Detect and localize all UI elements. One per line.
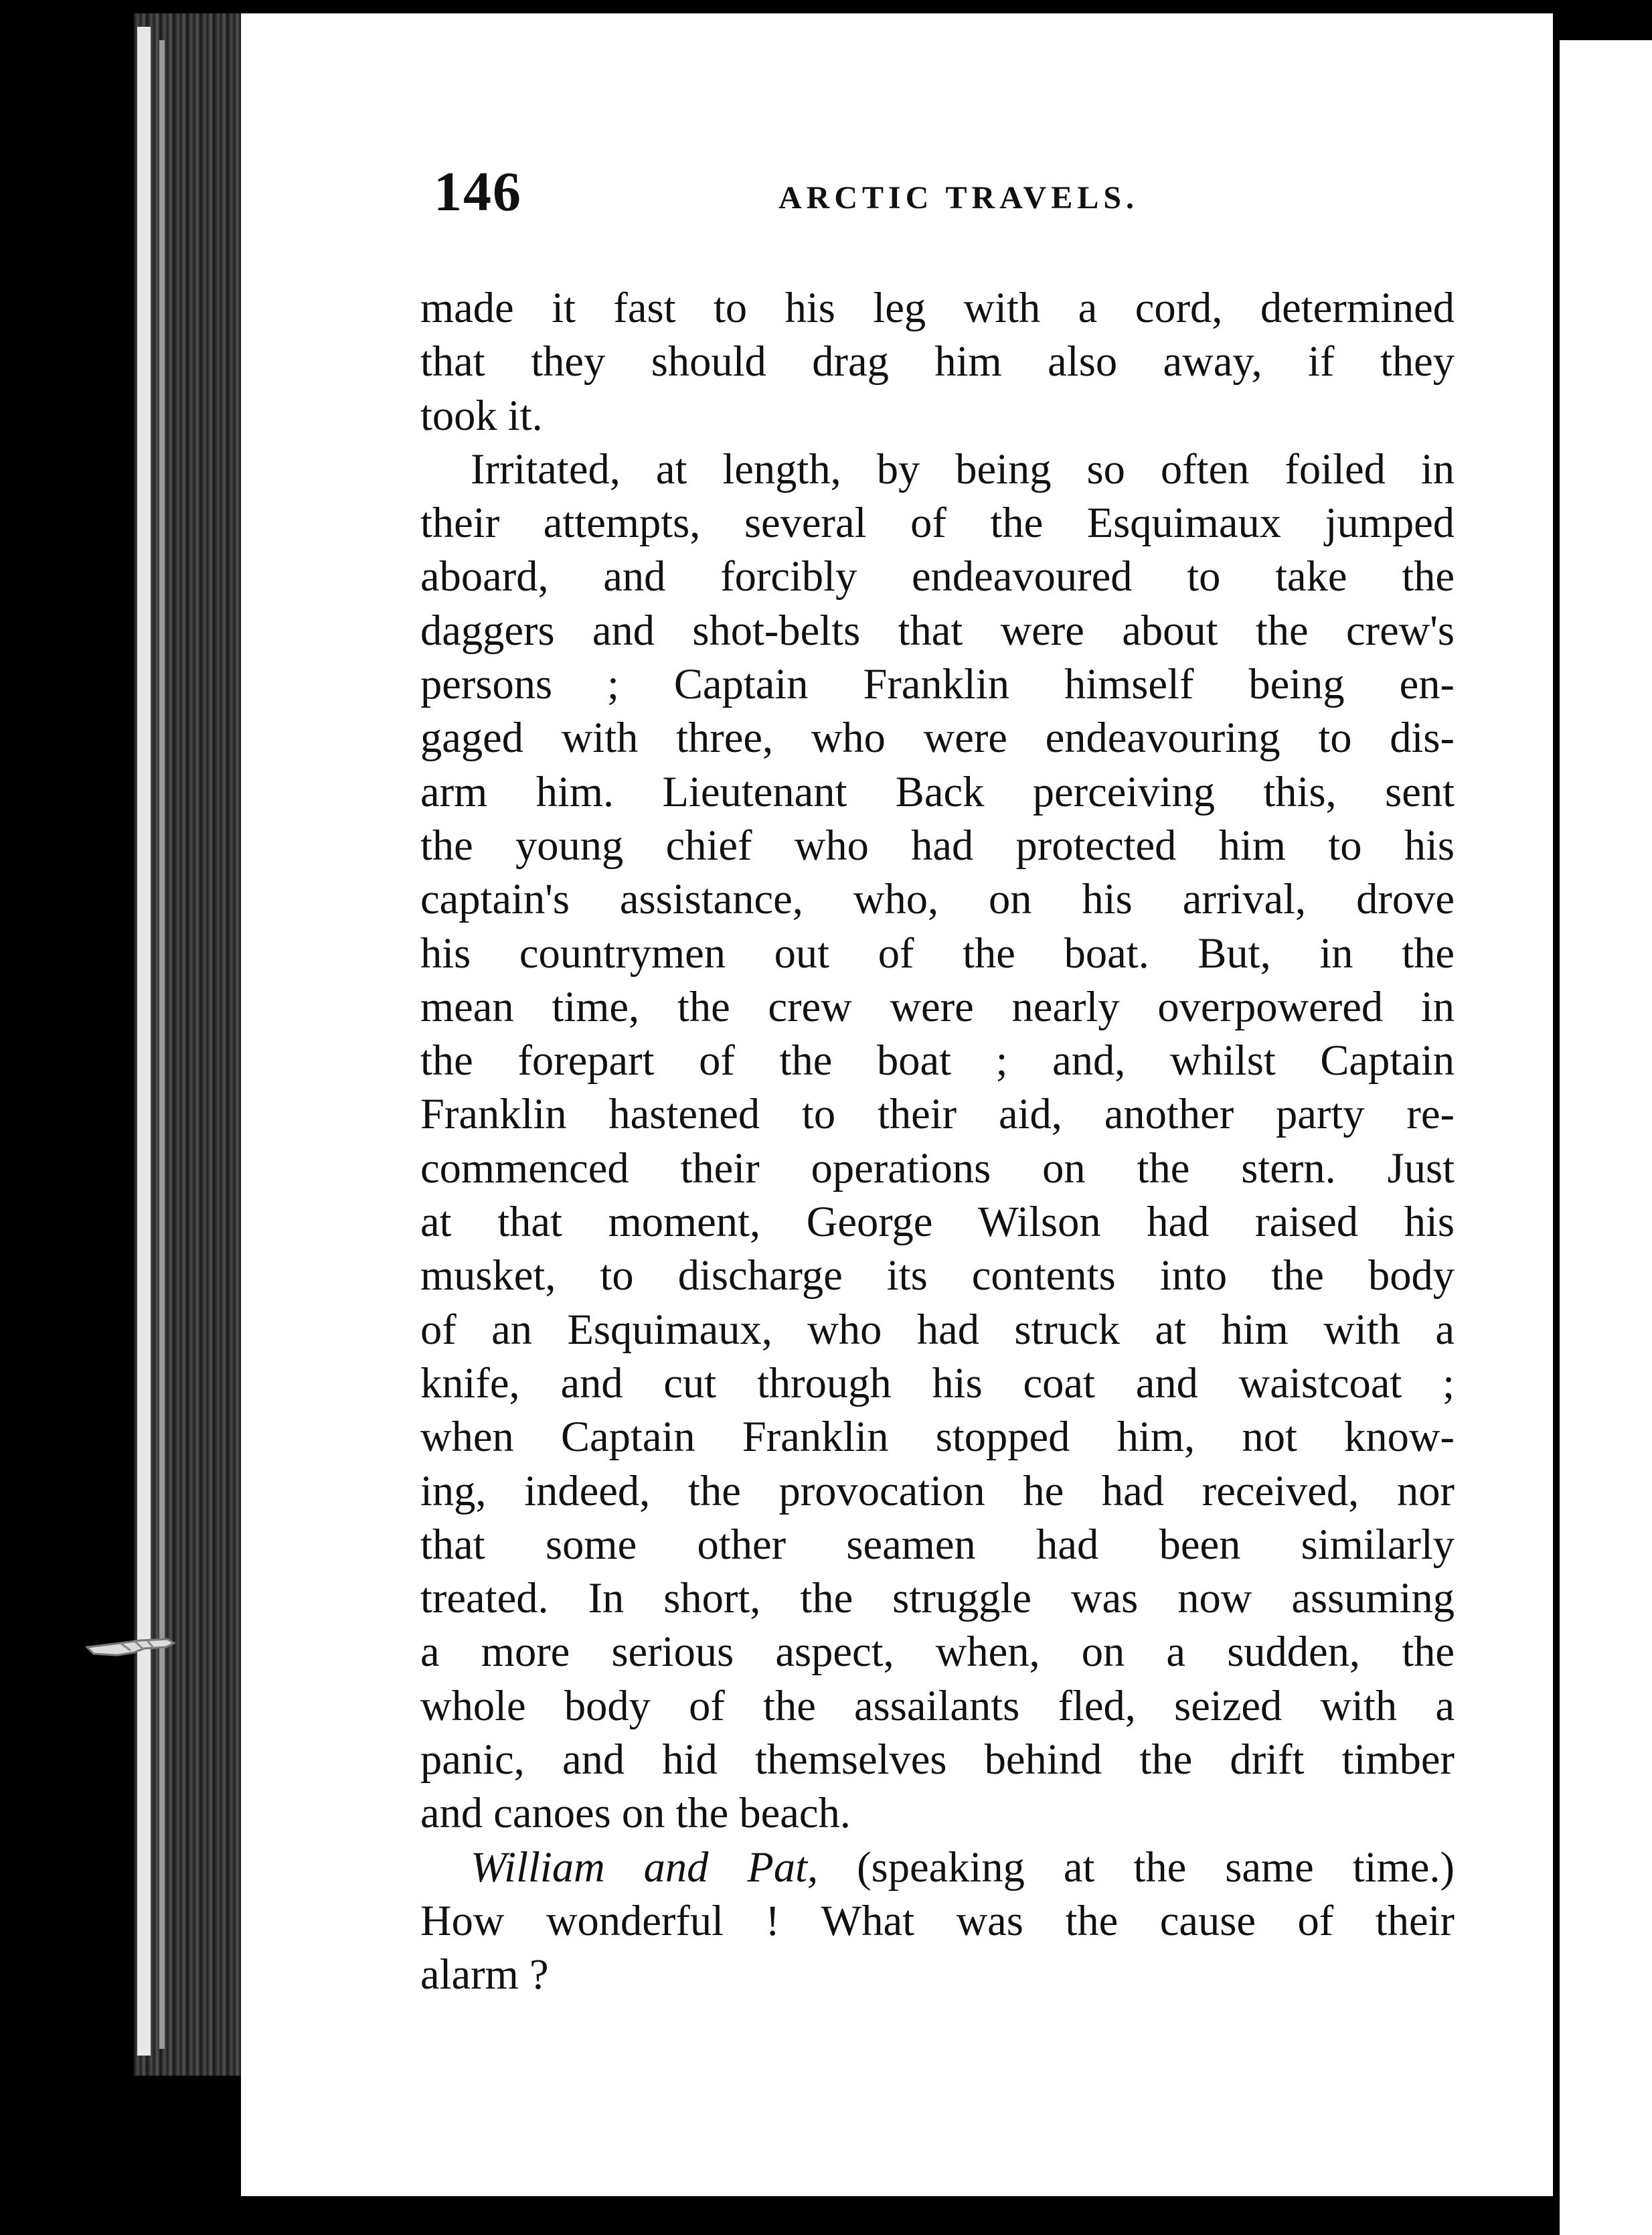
text-line: treated. In short, the struggle was now assuming: [420, 1574, 1455, 1622]
text-line: when Captain Franklin stopped him, not know-: [420, 1413, 1455, 1461]
text-line: arm him. Lieutenant Back perceiving this, sent: [420, 767, 1455, 816]
speaker-names: William and Pat,: [471, 1843, 819, 1891]
text-line: a more serious aspect, when, on a sudden, the: [420, 1628, 1455, 1676]
text-line: and canoes on the beach.: [420, 1789, 851, 1837]
running-title: ARCTIC TRAVELS.: [778, 180, 1139, 216]
text-line: gaged with three, who were endeavouring to dis-: [420, 714, 1455, 762]
text-line: mean time, the crew were nearly overpowered in: [420, 982, 1455, 1030]
text-line: panic, and hid themselves behind the drift timber: [420, 1736, 1455, 1784]
text-line: ing, indeed, the provocation he had received, nor: [420, 1466, 1455, 1515]
text-line: aboard, and forcibly endeavoured to take the: [420, 552, 1455, 601]
text-line: Irritated, at length, by being so often foiled in: [471, 445, 1455, 493]
text-line: daggers and shot-belts that were about the crew's: [420, 606, 1455, 654]
book-gutter: [0, 0, 134, 2235]
text-line: that they should drag him also away, if they: [420, 337, 1455, 386]
text-line: at that moment, George Wilson had raised his: [420, 1198, 1455, 1246]
text-line: took it.: [420, 391, 543, 439]
speaker-direction: (speaking at the same time.): [818, 1843, 1455, 1891]
dialogue-line: [420, 1841, 1455, 1894]
text-line: the young chief who had protected him to his: [420, 821, 1455, 869]
page-edge-highlight: [137, 27, 151, 2056]
text-line: made it fast to his leg with a cord, determined: [420, 284, 1455, 331]
text-line: Franklin hastened to their aid, another party re-: [420, 1090, 1455, 1138]
text-line: that some other seamen had been similarly: [420, 1520, 1455, 1568]
text-line: How wonderful ! What was the cause of their: [420, 1896, 1455, 1944]
text-line: of an Esquimaux, who had struck at him with a: [420, 1305, 1455, 1353]
facing-page: [1560, 40, 1652, 2235]
text-line: persons ; Captain Franklin himself being en-: [420, 660, 1455, 708]
text-line: whole body of the assailants fled, seized with a: [420, 1681, 1455, 1729]
pointing-hand-mark: [80, 1620, 181, 1667]
page-number: 146: [434, 161, 522, 223]
page-text-block: [420, 139, 1455, 2002]
page-edge-shadow: [159, 40, 165, 2049]
body-text: [420, 281, 1455, 2002]
page-fold: [1553, 40, 1560, 2183]
text-line: knife, and cut through his coat and waistcoat ;: [420, 1359, 1455, 1407]
text-line: their attempts, several of the Esquimaux jumped: [420, 499, 1455, 547]
text-line: musket, to discharge its contents into the body: [420, 1251, 1455, 1300]
text-line: commenced their operations on the stern. Just: [420, 1144, 1455, 1192]
text-line: the forepart of the boat ; and, whilst Captain: [420, 1036, 1455, 1085]
text-line: his countrymen out of the boat. But, in the: [420, 929, 1455, 977]
text-line: captain's assistance, who, on his arrival, drove: [420, 875, 1455, 923]
text-line: alarm ?: [420, 1950, 549, 1999]
running-head: [420, 139, 1455, 223]
